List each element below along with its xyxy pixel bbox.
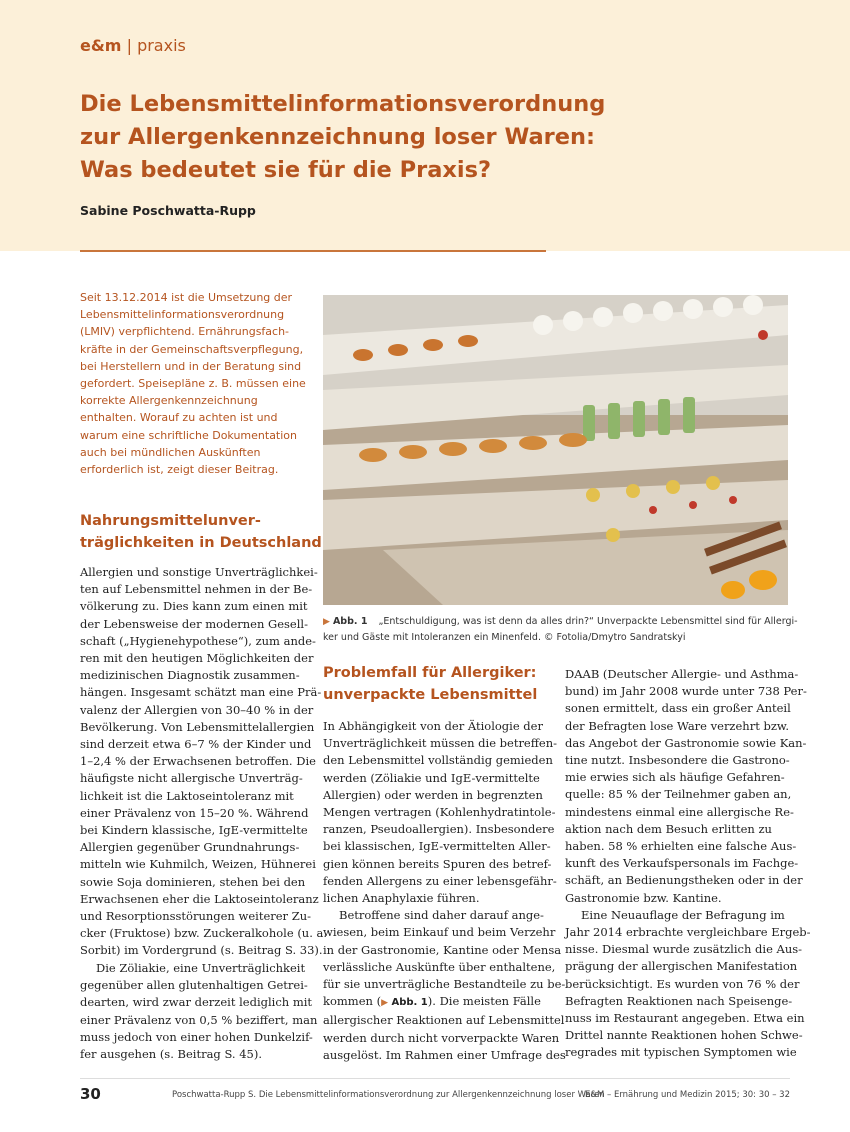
lead-line: (LMIV) verpflichtend. Ernährungsfach- (80, 325, 290, 339)
lead-line: gefordert. Speisepläne z. B. müssen eine (80, 377, 306, 391)
lead-line: kräfte in der Gemeinschaftsverpflegung, (80, 342, 304, 356)
text-line: Gastronomie bzw. Kantine. (565, 890, 722, 905)
lead-line: Seit 13.12.2014 ist die Umsetzung der (80, 291, 293, 304)
heading-line: Problemfall für Allergiker: (323, 665, 537, 681)
footer-divider (80, 1078, 790, 1079)
text-line: Allergien und sonstige Unverträglichkei- (80, 565, 318, 579)
text-line: schäft, an Bedienungstheken oder in der (565, 873, 803, 888)
article-title (80, 88, 680, 187)
section1-paragraph-1 (80, 564, 328, 960)
text-line: und Resorptionsstörungen weiterer Zu- (80, 909, 311, 924)
footer-citation: Poschwatta-Rupp S. Die Lebensmittelinformationsverordnung zur Allergenkennzeichnung loser Waren (172, 1090, 605, 1100)
text-line: In Abhängigkeit von der Ätiologie der (323, 719, 543, 733)
text-line: schaft („Hygienehypothese“), zum ande- (80, 633, 316, 648)
lead-line: Lebensmittelinformationsverordnung (80, 308, 285, 322)
text-line: sonen ermittelt, dass ein großer Anteil (565, 701, 791, 716)
text-line: fer ausgehen (s. Beitrag S. 45). (80, 1047, 263, 1062)
text-line: Die Zöliakie, eine Unverträglichkeit (96, 961, 306, 975)
text-line: allergischer Reaktionen auf Lebensmittel (323, 1013, 565, 1028)
section-heading-2 (323, 662, 537, 706)
text-line: Allergien) oder werden in begrenzten (323, 787, 543, 802)
text-line: Unverträglichkeit müssen die betreffen- (323, 736, 558, 751)
figure-reference[interactable] (381, 997, 428, 1008)
text-line: fenden Allergens zu einer lebensgefähr- (323, 873, 557, 888)
text-line: den Lebensmittel vollständig gemieden (323, 753, 553, 768)
text-line: Befragten Reaktionen nach Speisengе- (565, 993, 793, 1008)
text-line: prägung der allergischen Manifestation (565, 959, 798, 974)
text-line: tine nutzt. Insbesondere die Gastrono- (565, 753, 790, 768)
text-line: Bevölkerung. Von Lebensmittelallergien (80, 719, 315, 734)
text-line: valenz der Allergien von 30–40 % in der (80, 702, 314, 717)
text-line: mitteln wie Kuhmilch, Weizen, Hühnerei (80, 857, 316, 872)
section2-paragraph-2 (323, 907, 566, 993)
text-line: mindestens einmal eine allergische Re- (565, 804, 794, 819)
text-line: einer Prävalenz von 0,5 % beziffert, man (80, 1012, 318, 1027)
text-line: ausgelöst. Im Rahmen einer Umfrage des (323, 1047, 566, 1062)
section-heading-1 (80, 510, 322, 554)
text-line: einer Prävalenz von 15–20 %. Während (80, 805, 309, 820)
text-line: Allergien gegenüber Grundnahrungs- (80, 840, 300, 855)
figure-caption (323, 614, 798, 645)
author-name: Sabine Poschwatta-Rupp (80, 203, 256, 218)
text-line: verlässliche Auskünfte über enthaltene, (323, 959, 556, 974)
text-line: ranzen, Pseudoallergien). Insbesondere (323, 822, 555, 837)
heading-line: unverpackte Lebensmittel (323, 687, 538, 703)
text-line: DAAB (Deutscher Allergie- und Asthma- (565, 667, 799, 681)
section1-paragraph-2 (80, 960, 318, 1063)
text-line: gien können bereits Spuren des betref- (323, 856, 552, 871)
text-line: cker (Fruktose) bzw. Zuckeralkohole (u. a. (80, 926, 328, 941)
text-line: sind derzeit etwa 6–7 % der Kinder und (80, 737, 312, 752)
text-line: bund) im Jahr 2008 wurde unter 738 Per- (565, 684, 807, 699)
title-line: Was bedeutet sie für die Praxis? (80, 157, 492, 183)
text-line: muss jedoch von einer hohen Dunkelzif- (80, 1029, 313, 1044)
journal-brand: e&m (80, 36, 122, 55)
footer-journal: E&M – Ernährung und Medizin 2015; 30: 30 – 32 (584, 1090, 790, 1100)
text-line: in der Gastronomie, Kantine oder Mensa (323, 942, 562, 957)
caption-text: „Entschuldigung, was ist denn da alles drin?“ Unverpackte Lebensmittel sind für Allergi- (378, 616, 798, 627)
text-line: dearten, wird zwar derzeit lediglich mit (80, 995, 313, 1010)
section2-paragraph-2-cont (323, 1012, 566, 1064)
text-line: lichkeit ist die Laktoseintoleranz mit (80, 788, 294, 803)
caption-line (323, 614, 798, 630)
text-line: lichen Anaphylaxie führen. (323, 891, 480, 906)
lead-line: enthalten. Worauf zu achten ist und (80, 411, 278, 425)
page-number: 30 (80, 1085, 101, 1103)
text-line: medizinischen Diagnostik zusammen- (80, 668, 300, 683)
text-line: werden durch nicht vorverpackte Waren (323, 1030, 560, 1045)
buffet-photo (323, 295, 788, 605)
text-line: regrades mit typischen Symptomen wie (565, 1045, 797, 1060)
lead-line: warum eine schriftliche Dokumentation (80, 428, 298, 442)
text-line: völkerung zu. Dies kann zum einen mit (80, 599, 308, 614)
reference-arrow-icon: ▶ (381, 998, 388, 1009)
text-fragment: ). Die meisten Fälle (427, 994, 541, 1009)
text-line: der Lebensweise der modernen Gesell- (80, 616, 308, 631)
section2-paragraph-1 (323, 718, 558, 907)
figure-reference-line (323, 993, 548, 1012)
text-line: wiesen, beim Einkauf und beim Verzehr (323, 925, 556, 940)
figure-label: Abb. 1 (332, 616, 368, 627)
text-line: ren mit den heutigen Möglichkeiten der (80, 651, 314, 666)
text-line: quelle: 85 % der Teilnehmer gaben an, (565, 787, 792, 802)
text-line: bei Kindern klassische, IgE-vermittelte (80, 823, 308, 838)
text-line: ten auf Lebensmittel nehmen in der Be- (80, 582, 313, 597)
text-line: Sorbit) im Vordergrund (s. Beitrag S. 33). (80, 943, 323, 958)
text-line: nuss im Restaurant angegeben. Etwa ein (565, 1011, 805, 1026)
text-line: mie erwies sich als häufige Gefahren- (565, 770, 785, 785)
text-line: haben. 58 % erhielten eine falsche Aus- (565, 839, 797, 854)
reference-arrow-icon: ▶ (323, 617, 330, 627)
text-line: werden (Zöliakie und IgE-vermittelte (323, 770, 540, 785)
text-line: Eine Neuauflage der Befragung im (581, 907, 785, 922)
rubric-separator: | (126, 36, 132, 55)
lead-line: korrekte Allergenkennzeichnung (80, 394, 258, 408)
section2-column (323, 718, 566, 1064)
text-line: berücksichtigt. Es wurden von 76 % der (565, 976, 800, 991)
text-line: bei klassischen, IgE-vermittelten Aller- (323, 839, 551, 854)
text-line: 1–2,4 % der Erwachsenen betroffen. Die (80, 754, 316, 769)
text-line: aktion nach dem Besuch erlitten zu (565, 821, 772, 836)
text-line: kunft des Verkaufspersonals im Fachge- (565, 856, 799, 871)
text-line: der Befragten lose Ware verzehrt bzw. (565, 718, 790, 733)
column-3 (565, 666, 811, 1062)
title-line: Die Lebensmittelinformationsverordnung (80, 91, 606, 117)
caption-line: ker und Gäste mit Intoleranzen ein Minenfeld. © Fotolia/Dmytro Sandratskyi (323, 632, 686, 643)
heading-line: träglichkeiten in Deutschland (80, 535, 322, 551)
text-line: Jahr 2014 erbrachte vergleichbare Ergeb- (565, 925, 811, 940)
text-line: Erwachsenen eher die Laktoseintoleranz (80, 891, 319, 906)
title-line: zur Allergenkennzeichnung loser Waren: (80, 124, 596, 150)
lead-line: auch bei mündlichen Auskünften (80, 445, 261, 459)
text-line: häufigste nicht allergische Unverträg- (80, 771, 303, 786)
figure-reference-label: Abb. 1 (391, 997, 428, 1009)
column3-paragraph-2 (565, 907, 811, 1062)
text-line: Drittel nannte Reaktionen hohen Schwe- (565, 1028, 803, 1043)
text-line: gegenüber allen glutenhaltigen Getrei- (80, 978, 308, 993)
header-divider (80, 250, 546, 252)
text-line: nisse. Diesmal wurde zusätzlich die Aus- (565, 942, 803, 957)
section-rubric (80, 36, 186, 55)
heading-line: Nahrungsmittelunver- (80, 513, 261, 529)
lead-line: erforderlich ist, zeigt dieser Beitrag. (80, 463, 279, 477)
section-name: praxis (137, 36, 186, 55)
text-line: hängen. Insgesamt schätzt man eine Prä- (80, 685, 322, 700)
text-line: das Angebot der Gastronomie sowie Kan- (565, 735, 807, 750)
text-line: Mengen vertragen (Kohlenhydratintole- (323, 805, 556, 820)
lead-line: bei Herstellern und in der Beratung sind (80, 359, 302, 373)
buffet-illustration (323, 295, 788, 605)
lead-paragraph (80, 289, 306, 478)
text-line: für sie unverträgliche Bestandteile zu be- (323, 977, 566, 992)
column3-paragraph-1 (565, 666, 807, 907)
text-fragment: kommen ( (323, 994, 382, 1009)
text-line: Betroffene sind daher darauf ange- (339, 908, 544, 923)
text-line: sowie Soja dominieren, stehen bei den (80, 874, 306, 889)
